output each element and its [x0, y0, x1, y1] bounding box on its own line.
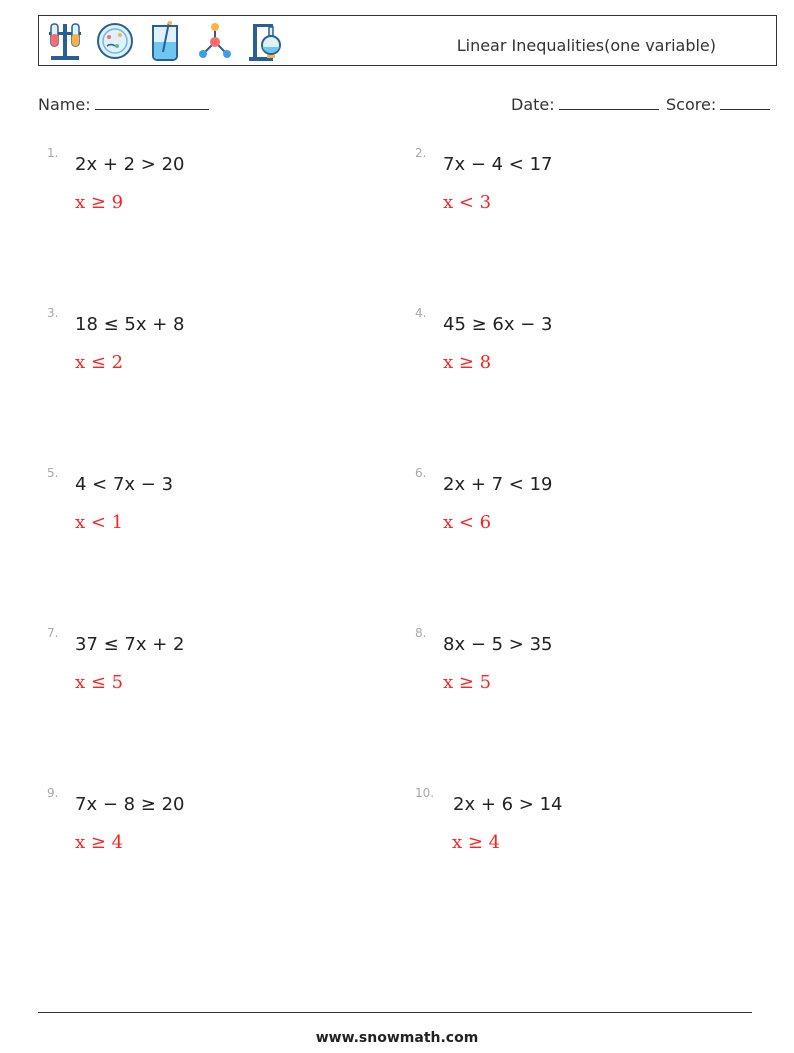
problem-number: 4.: [415, 306, 427, 320]
problem-number: 7.: [47, 626, 59, 640]
problem-question: 18 ≤ 5x + 8: [75, 314, 185, 335]
problem-answer: x ≥ 9: [75, 192, 124, 213]
test-tubes-icon: [45, 20, 85, 62]
score-field: [666, 93, 770, 114]
footer-divider: [38, 1012, 752, 1013]
problem-number: 2.: [415, 146, 427, 160]
date-blank[interactable]: [559, 93, 659, 110]
beaker-icon: [145, 20, 185, 62]
problem-9: [47, 786, 387, 906]
problem-question: 4 < 7x − 3: [75, 474, 174, 495]
problem-5: [47, 466, 387, 586]
problem-question: 2x + 7 < 19: [443, 474, 553, 495]
footer-site[interactable]: www.snowmath.com: [315, 1030, 479, 1046]
problem-10: [415, 786, 755, 906]
problem-question: 7x − 8 ≥ 20: [75, 794, 185, 815]
date-label: Date:: [511, 95, 555, 114]
problem-question: 8x − 5 > 35: [443, 634, 553, 655]
problem-number: 10.: [415, 786, 435, 800]
petri-dish-icon: [95, 20, 135, 62]
problem-question: 45 ≥ 6x − 3: [443, 314, 553, 335]
problem-number: 8.: [415, 626, 427, 640]
problem-answer: x ≥ 4: [75, 832, 124, 853]
problem-answer: x ≥ 8: [443, 352, 492, 373]
problem-answer: x ≥ 5: [443, 672, 492, 693]
problem-2: [415, 146, 755, 266]
problem-answer: x < 1: [75, 512, 124, 533]
problem-question: 37 ≤ 7x + 2: [75, 634, 185, 655]
score-label: Score:: [666, 95, 717, 114]
problem-answer: x < 3: [443, 192, 492, 213]
flask-stand-icon: [245, 20, 285, 62]
problem-question: 2x + 2 > 20: [75, 154, 185, 175]
date-field: [511, 93, 659, 114]
name-label: Name:: [38, 95, 91, 114]
molecule-icon: [195, 20, 235, 62]
problem-answer: x ≤ 2: [75, 352, 124, 373]
problem-6: [415, 466, 755, 586]
problem-answer: x ≤ 5: [75, 672, 124, 693]
problem-number: 1.: [47, 146, 59, 160]
score-blank[interactable]: [720, 93, 770, 110]
problem-answer: x < 6: [443, 512, 492, 533]
problem-number: 9.: [47, 786, 59, 800]
header-icons: [45, 20, 285, 62]
problem-answer: x ≥ 4: [452, 832, 501, 853]
problem-1: [47, 146, 387, 266]
problem-question: 2x + 6 > 14: [453, 794, 563, 815]
problem-number: 3.: [47, 306, 59, 320]
worksheet-title: Linear Inequalities(one variable): [456, 36, 716, 55]
problem-3: [47, 306, 387, 426]
name-field: [38, 93, 209, 114]
worksheet-header: [38, 15, 777, 66]
problem-8: [415, 626, 755, 746]
problem-4: [415, 306, 755, 426]
name-blank[interactable]: [95, 93, 209, 110]
problem-7: [47, 626, 387, 746]
problem-number: 5.: [47, 466, 59, 480]
problem-number: 6.: [415, 466, 427, 480]
problem-question: 7x − 4 < 17: [443, 154, 553, 175]
